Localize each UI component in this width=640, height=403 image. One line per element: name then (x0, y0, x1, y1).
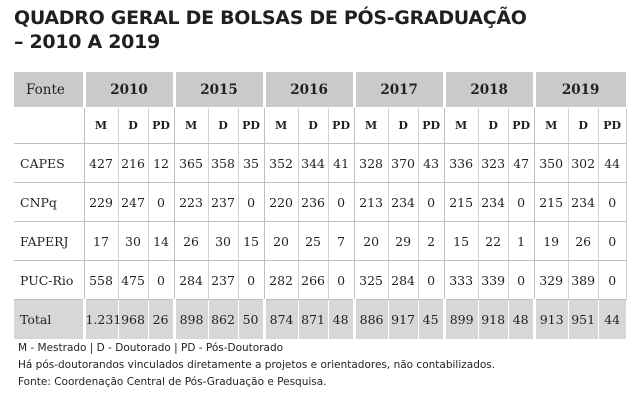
table-cell: 344 (298, 144, 328, 183)
table-cell: 284 (388, 261, 418, 300)
table-cell: 0 (238, 183, 264, 222)
table-cell: 0 (598, 261, 626, 300)
table-cell: 302 (568, 144, 598, 183)
table-cell: 370 (388, 144, 418, 183)
table-cell: 358 (208, 144, 238, 183)
table-cell: 0 (418, 261, 444, 300)
table-cell: 30 (208, 222, 238, 261)
table-cell: 0 (328, 261, 354, 300)
table-cell: 328 (354, 144, 388, 183)
table-cell: 336 (444, 144, 478, 183)
table-cell: 899 (444, 300, 478, 340)
sub-header-cell: D (298, 108, 328, 144)
table-cell: 1.231 (84, 300, 118, 340)
year-header: 2010 (84, 72, 174, 108)
sub-header-cell: D (388, 108, 418, 144)
table-cell: 389 (568, 261, 598, 300)
sub-header-cell: M (534, 108, 568, 144)
year-header: 2017 (354, 72, 444, 108)
table-cell: 234 (478, 183, 508, 222)
table-cell: 2 (418, 222, 444, 261)
year-header: 2015 (174, 72, 264, 108)
table-cell: 237 (208, 183, 238, 222)
table-cell: 44 (598, 300, 626, 340)
sub-header-cell: PD (148, 108, 174, 144)
table-cell: 25 (298, 222, 328, 261)
table-cell: 30 (118, 222, 148, 261)
table-cell: 913 (534, 300, 568, 340)
table-cell: 17 (84, 222, 118, 261)
table-cell: 898 (174, 300, 208, 340)
table-cell: 325 (354, 261, 388, 300)
table-cell: 874 (264, 300, 298, 340)
table-cell: 918 (478, 300, 508, 340)
scholarship-table (14, 72, 627, 340)
table-cell: 14 (148, 222, 174, 261)
table-cell: 41 (328, 144, 354, 183)
table-cell: 29 (388, 222, 418, 261)
table-cell: 339 (478, 261, 508, 300)
table-cell: 886 (354, 300, 388, 340)
table-cell: 968 (118, 300, 148, 340)
table-cell: 43 (418, 144, 444, 183)
year-header-row (14, 72, 626, 108)
table-cell: 1 (508, 222, 534, 261)
table-cell: 0 (238, 261, 264, 300)
row-label: FAPERJ (14, 222, 84, 261)
table-cell: 234 (568, 183, 598, 222)
legend-note: M - Mestrado | D - Doutorado | PD - Pós-Doutorado (18, 342, 284, 354)
sub-header-row (14, 108, 626, 144)
table-cell: 333 (444, 261, 478, 300)
table-notes (18, 340, 495, 391)
table-cell: 862 (208, 300, 238, 340)
table-cell: 266 (298, 261, 328, 300)
table-cell: 329 (534, 261, 568, 300)
table-cell: 0 (328, 183, 354, 222)
table-cell: 352 (264, 144, 298, 183)
table-cell: 22 (478, 222, 508, 261)
table-cell: 236 (298, 183, 328, 222)
sub-header-cell: D (478, 108, 508, 144)
sub-header-cell: D (568, 108, 598, 144)
table-cell: 427 (84, 144, 118, 183)
table-cell: 48 (508, 300, 534, 340)
sub-header-cell: D (208, 108, 238, 144)
year-header: 2019 (534, 72, 626, 108)
table-cell: 323 (478, 144, 508, 183)
table-cell: 0 (598, 183, 626, 222)
source-note: Fonte: Coordenação Central de Pós-Graduação e Pesquisa. (18, 376, 327, 388)
table-row (14, 183, 626, 222)
table-cell: 215 (444, 183, 478, 222)
table-cell: 19 (534, 222, 568, 261)
sub-header-cell: M (264, 108, 298, 144)
year-header: 2018 (444, 72, 534, 108)
table-cell: 350 (534, 144, 568, 183)
row-label: Total (14, 300, 84, 340)
table-row (14, 261, 626, 300)
sub-header-cell: D (118, 108, 148, 144)
table-cell: 237 (208, 261, 238, 300)
sub-header-cell: M (444, 108, 478, 144)
table-cell: 45 (418, 300, 444, 340)
table-cell: 44 (598, 144, 626, 183)
table-cell: 15 (238, 222, 264, 261)
sub-header-cell: PD (418, 108, 444, 144)
table-cell: 558 (84, 261, 118, 300)
table-cell: 229 (84, 183, 118, 222)
table-cell: 0 (508, 183, 534, 222)
table-cell: 12 (148, 144, 174, 183)
sub-header-cell: PD (238, 108, 264, 144)
table-cell: 0 (418, 183, 444, 222)
row-label: CNPq (14, 183, 84, 222)
total-row (14, 300, 626, 340)
blank-cell (14, 108, 84, 144)
table-cell: 247 (118, 183, 148, 222)
table-cell: 47 (508, 144, 534, 183)
table-cell: 7 (328, 222, 354, 261)
sub-header-cell: PD (598, 108, 626, 144)
table-cell: 871 (298, 300, 328, 340)
row-label: CAPES (14, 144, 84, 183)
table-cell: 15 (444, 222, 478, 261)
table-cell: 35 (238, 144, 264, 183)
sub-header-cell: PD (328, 108, 354, 144)
table-cell: 951 (568, 300, 598, 340)
table-cell: 26 (174, 222, 208, 261)
table-cell: 0 (598, 222, 626, 261)
table-cell: 475 (118, 261, 148, 300)
table-cell: 26 (568, 222, 598, 261)
table-cell: 917 (388, 300, 418, 340)
table-cell: 213 (354, 183, 388, 222)
table-cell: 48 (328, 300, 354, 340)
table-row (14, 222, 626, 261)
document-title (14, 6, 527, 54)
table-row (14, 144, 626, 183)
sub-header-cell: PD (508, 108, 534, 144)
table-cell: 0 (508, 261, 534, 300)
table-cell: 223 (174, 183, 208, 222)
table-cell: 26 (148, 300, 174, 340)
table-cell: 365 (174, 144, 208, 183)
table-cell: 0 (148, 261, 174, 300)
title-line-1: QUADRO GERAL DE BOLSAS DE PÓS-GRADUAÇÃO (14, 7, 527, 29)
sub-header-cell: M (174, 108, 208, 144)
source-column-header: Fonte (14, 72, 84, 108)
year-header: 2016 (264, 72, 354, 108)
table-cell: 234 (388, 183, 418, 222)
sub-header-cell: M (84, 108, 118, 144)
table-cell: 50 (238, 300, 264, 340)
postdoc-note: Há pós-doutorandos vinculados diretamente a projetos e orientadores, não contabilizados. (18, 359, 496, 371)
table-cell: 282 (264, 261, 298, 300)
table-cell: 220 (264, 183, 298, 222)
table-cell: 20 (354, 222, 388, 261)
table-cell: 0 (148, 183, 174, 222)
sub-header-cell: M (354, 108, 388, 144)
title-line-2: – 2010 A 2019 (14, 31, 160, 53)
table-cell: 216 (118, 144, 148, 183)
table-cell: 215 (534, 183, 568, 222)
table-cell: 20 (264, 222, 298, 261)
table-cell: 284 (174, 261, 208, 300)
row-label: PUC-Rio (14, 261, 84, 300)
